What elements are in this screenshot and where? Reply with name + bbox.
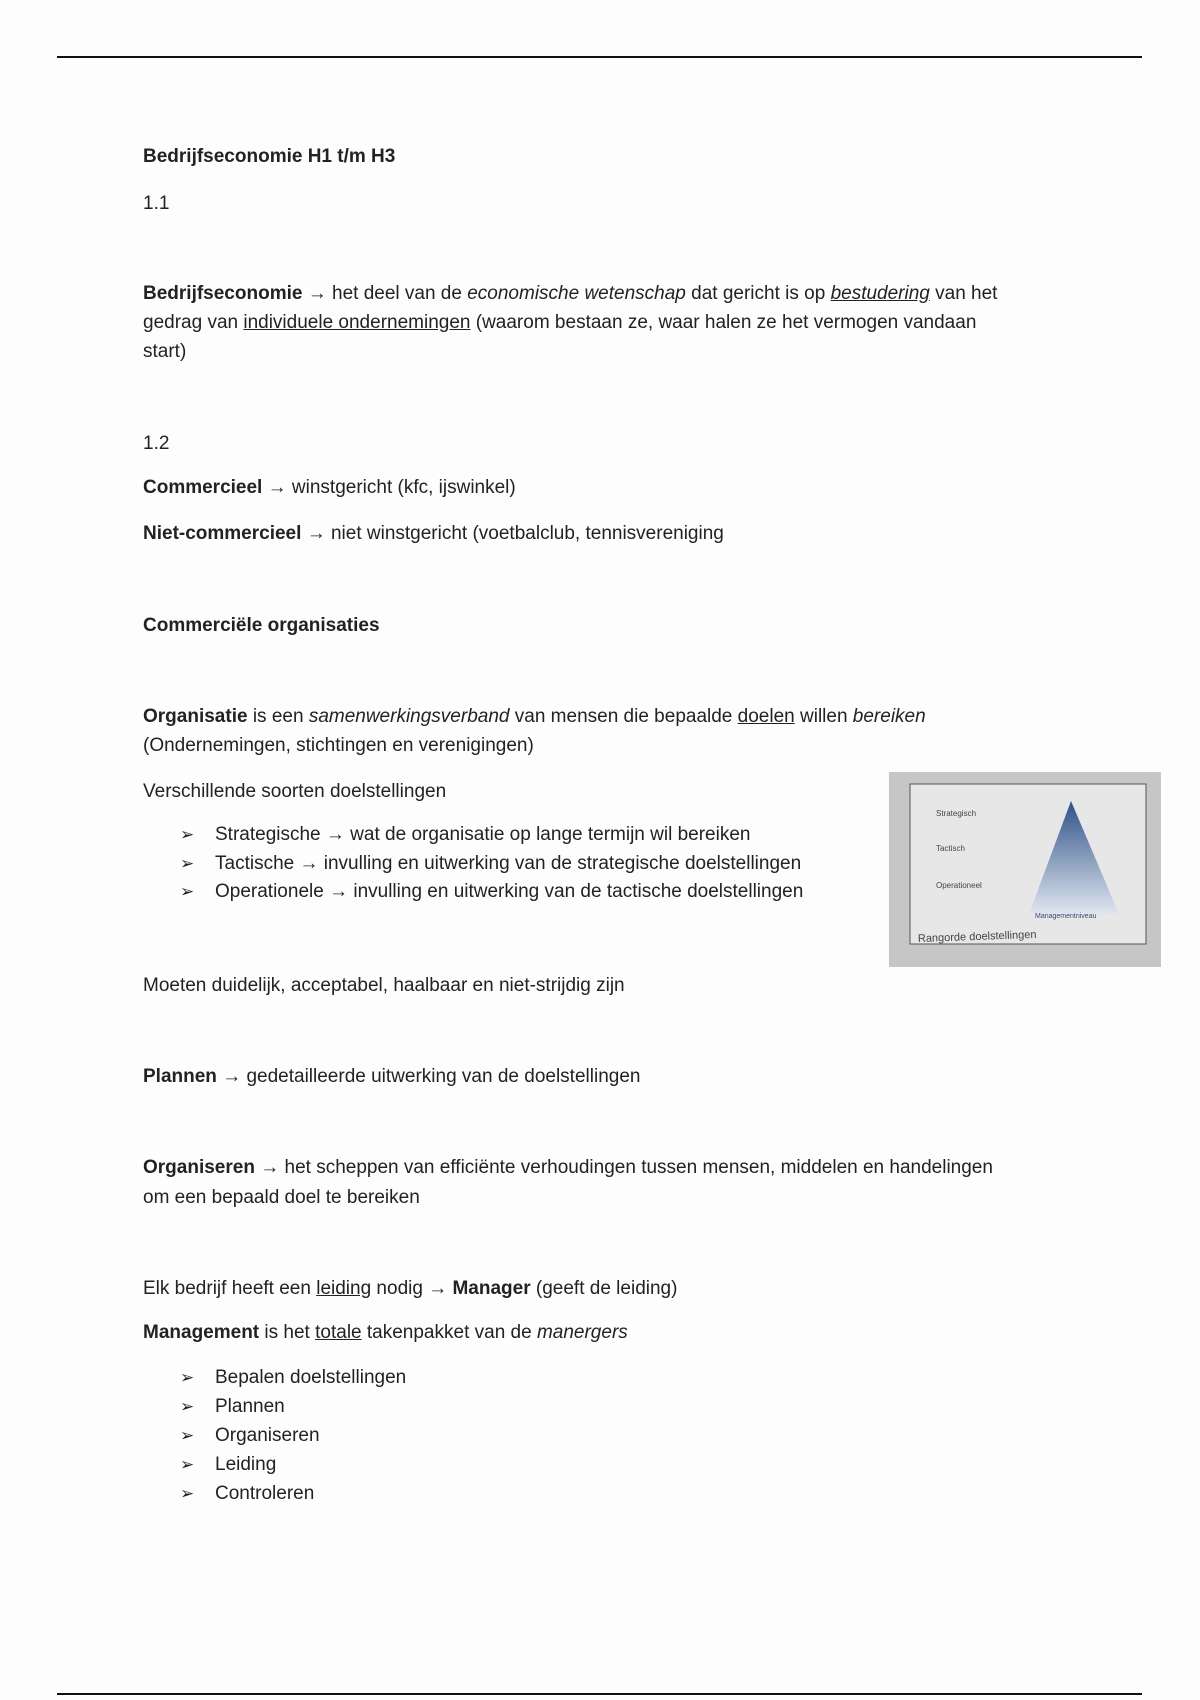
list-item: ➢ Controleren	[180, 1479, 314, 1508]
moeten-line: Moeten duidelijk, acceptabel, haalbaar en niet-strijdig zijn	[143, 975, 625, 996]
arrow-icon: →	[307, 283, 327, 304]
arrow-icon: →	[329, 881, 349, 902]
bullet-arrow-icon: ➢	[180, 1368, 195, 1387]
document-title: Bedrijfseconomie H1 t/m H3	[143, 146, 396, 167]
list-item: ➢ Organiseren	[180, 1421, 320, 1450]
arrow-icon: →	[267, 477, 287, 498]
pyramid-diagram	[889, 772, 1161, 967]
management-line: Management is het totale takenpakket van de manergers	[143, 1322, 628, 1343]
list-item: ➢ Operationele → invulling en uitwerking van de tactische doelstellingen	[180, 877, 803, 906]
pyramid-figure	[889, 772, 1161, 967]
list-item: ➢ Leiding	[180, 1450, 276, 1479]
list-item: ➢ Strategische → wat de organisatie op lange termijn wil bereiken	[180, 820, 750, 849]
arrow-icon: →	[260, 1157, 280, 1178]
arrow-icon: →	[306, 523, 326, 544]
arrow-icon: →	[299, 853, 319, 874]
level-tactisch: Tactisch	[936, 844, 965, 853]
plannen-line: Plannen → gedetailleerde uitwerking van de doelstellingen	[143, 1066, 641, 1087]
bullet-arrow-icon: ➢	[180, 1484, 195, 1503]
term: Bedrijfseconomie	[143, 283, 303, 304]
list-item: ➢ Tactische → invulling en uitwerking van de strategische doelstellingen	[180, 849, 801, 878]
section-number-1-2: 1.2	[143, 433, 170, 454]
arrow-icon: →	[325, 824, 345, 845]
figure-frame	[910, 784, 1146, 944]
arrow-icon: →	[428, 1278, 448, 1299]
top-rule	[57, 56, 1142, 58]
list-item: ➢ Bepalen doelstellingen	[180, 1363, 406, 1392]
list-item: ➢ Plannen	[180, 1392, 285, 1421]
figure-caption: Rangorde doelstellingen	[917, 928, 1037, 945]
heading-commerciele-organisaties: Commerciële organisaties	[143, 615, 380, 636]
bullet-arrow-icon: ➢	[180, 882, 195, 901]
level-strategisch: Strategisch	[936, 809, 977, 818]
niet-commercieel-line: Niet-commercieel → niet winstgericht (voetbalclub, tennisvereniging	[143, 523, 724, 544]
bullet-arrow-icon: ➢	[180, 854, 195, 873]
bullet-arrow-icon: ➢	[180, 1455, 195, 1474]
doelstellingen-intro: Verschillende soorten doelstellingen	[143, 781, 447, 802]
bottom-rule	[57, 1693, 1142, 1695]
axis-label-managementniveau: Managementniveau	[1035, 913, 1097, 920]
bullet-arrow-icon: ➢	[180, 1426, 195, 1445]
commercieel-line: Commercieel → winstgericht (kfc, ijswinkel)	[143, 477, 516, 498]
bullet-arrow-icon: ➢	[180, 825, 195, 844]
leiding-line: Elk bedrijf heeft een leiding nodig → Manager (geeft de leiding)	[143, 1278, 678, 1299]
bullet-arrow-icon: ➢	[180, 1397, 195, 1416]
arrow-icon: →	[222, 1066, 242, 1087]
level-operationeel: Operationeel	[936, 881, 982, 890]
section-number-1-1: 1.1	[143, 193, 170, 214]
